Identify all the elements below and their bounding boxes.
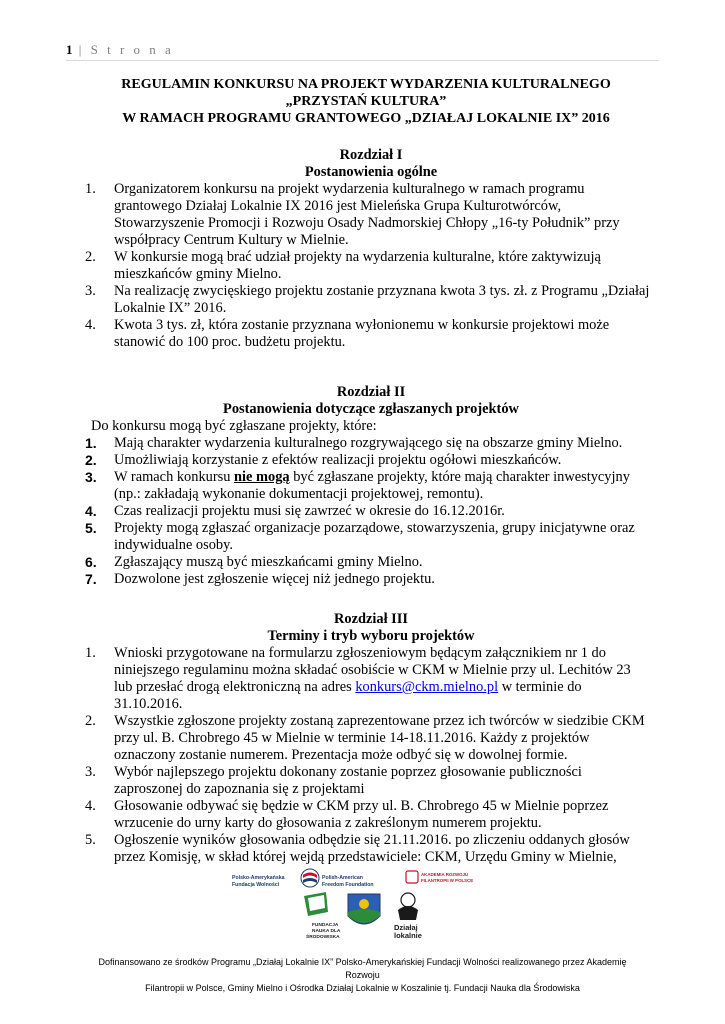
list-item [85,503,651,520]
page-footer [80,956,645,995]
item-number: 3. [85,469,97,485]
paff-text-1: Polish-American [322,875,363,881]
paff-logo [322,875,374,888]
item-text-before: W ramach konkursu [114,469,235,485]
list-item [85,554,651,571]
item-number: 1. [85,435,97,451]
item-text: Wszystkie zgłoszone projekty zostaną zaprezentowane przez ich twórców w siedzibie CKM przy ul. B. Chrobrego 45 w Mielnie w terminie 14-18.11.2016. Każdy z projektów oznaczony zostanie numerem. Prezentacja może odbyć się w dowolnej formie. [114,713,645,763]
list-item [85,317,651,351]
item-number: 7. [85,571,97,587]
item-text: W konkursie mogą brać udział projekty na wydarzenia kulturalne, które zaktywizują mieszkańców gminy Mielno. [114,249,601,282]
item-number: 5. [85,832,96,848]
list-item [85,764,651,798]
arfp-text-2: FILANTROPII W POLSCE [421,878,474,883]
email-link[interactable]: konkurs@ckm.mielno.pl [355,679,499,695]
item-text: Głosowanie odbywać się będzie w CKM przy ul. B. Chrobrego 45 w Mielnie poprzez wrzucenie do urny karty do głosowania z zakreślonym numerem projektu. [114,798,609,831]
title-line-3: W RAMACH PROGRAMU GRANTOWEGO „DZIAŁAJ LOKALNIE IX” 2016 [122,111,610,126]
item-text: Organizatorem konkursu na projekt wydarzenia kulturalnego w ramach programu grantowego Działaj Lokalnie IX 2016 jest Mieleńska Grupa Kulturotwórców, Stowarzyszenie Promocji i Rozwoju Osady Nadmorskiej Chłopy „16-ty Południk” przy współpracy Centrum Kultury w Mielnie. [114,181,620,248]
chapter-1-heading: Rozdział I [339,147,403,163]
fundacja-text-2: NAUKA DLA [312,929,341,934]
header-section-word: S t r o n a [90,42,174,57]
list-item [85,452,651,469]
item-number: 3. [85,764,96,780]
item-text: Dozwolone jest zgłoszenie więcej niż jednego projektu. [114,571,435,587]
list-item [85,283,651,317]
footer-line-1: Dofinansowano ze środków Programu „Działaj Lokalnie IX” Polsko-Amerykańskiej Fundacji Wolności realizowanego przez Akademię Rozwoju [98,957,627,980]
item-number: 2. [85,452,97,468]
document-title [81,76,651,127]
pafw-logo [232,875,285,888]
dl-text-1: Działaj [394,923,418,932]
list-item [85,832,651,866]
item-number: 3. [85,283,96,299]
item-text: Ogłoszenie wyników głosowania odbędzie się 21.11.2016. po zliczeniu oddanych głosów przez Komisję, w skład której wejdą przedstawiciele: CKM, Urzędu Gminy w Mielnie, [114,832,630,865]
header-separator: | [78,42,85,57]
item-number: 4. [85,503,97,519]
list-item [85,645,651,713]
item-number: 2. [85,713,96,729]
fundacja-text-1: FUNDACJA [312,923,339,928]
mielno-coat-of-arms-icon [348,894,380,924]
list-item [85,181,651,249]
page-number: 1 [66,42,73,57]
item-text: Umożliwiają korzystanie z efektów realizacji projektu ogółowi mieszkańców. [114,452,562,468]
item-number: 4. [85,798,96,814]
title-line-1: REGULAMIN KONKURSU NA PROJEKT WYDARZENIA KULTURALNEGO [121,77,611,92]
item-text: Zgłaszający muszą być mieszkańcami gminy Mielno. [114,554,423,570]
chapter-1-subheading: Postanowienia ogólne [304,164,438,180]
list-item [85,713,651,764]
list-item [85,435,651,452]
fundacja-text-3: ŚRODOWISKA [306,935,340,940]
page-header [66,42,174,58]
list-item [85,520,651,554]
chapter-2-list [85,435,651,588]
emphasis-text: nie mogą [234,469,290,485]
footer-line-2: Filantropii w Polsce, Gminy Mielno i Ośrodka Działaj Lokalnie w Koszalinie tj. Fundacji Nauka dla Środowiska [145,983,580,993]
arfp-logo [406,871,473,883]
dl-text-2: lokalnie [394,931,422,940]
flag-emblem-icon [301,869,319,887]
list-item [85,571,651,588]
item-number: 6. [85,554,97,570]
paff-text-2: Freedom Foundation [322,882,374,888]
title-line-2: „PRZYSTAŃ KULTURA” [285,94,447,109]
item-text: Czas realizacji projektu musi się zawrzeć w okresie do 16.12.2016r. [114,503,505,519]
document-body [85,76,651,866]
chapter-3-heading: Rozdział III [334,611,408,627]
pafw-text-2: Fundacja Wolności [232,882,280,888]
header-rule [66,60,659,61]
item-text: Projekty mogą zgłaszać organizacje pozarządowe, stowarzyszenia, grupy inicjatywne oraz indywidualne osoby. [114,520,635,553]
item-text: Na realizację zwycięskiego projektu zostanie przyznana kwota 3 tys. zł. z Programu „Działaj Lokalnie IX” 2016. [114,283,650,316]
list-item [85,469,651,503]
chapter-2-intro: Do konkursu mogą być zgłaszane projekty, które: [91,418,377,434]
item-text-after: być zgłaszane projekty, które mają charakter inwestycyjny (np.: zakładają wykonanie dokumentacji projektowej, remontu). [114,469,630,502]
item-text-after: w terminie do 31.10.2016. [114,679,582,712]
item-text: Kwota 3 tys. zł, która zostanie przyznana wyłonionemu w konkursie projektowi może stanowić do 100 proc. budżetu projektu. [114,317,610,350]
chapter-2-subheading: Postanowienia dotyczące zgłaszanych projektów [223,401,519,417]
item-number: 1. [85,645,96,661]
item-text: Mają charakter wydarzenia kulturalnego rozgrywającego się na obszarze gminy Mielno. [114,435,623,451]
list-item [85,249,651,283]
item-number: 1. [85,181,96,197]
arfp-text-1: AKADEMIA ROZWOJU [421,872,469,877]
list-item [85,798,651,832]
fundacja-nauka-logo [304,892,341,940]
dzialaj-lokalnie-logo [394,893,422,940]
pafw-text-1: Polsko-Amerykańska [232,875,285,881]
chapter-2-heading: Rozdział II [336,384,406,400]
item-text: Wybór najlepszego projektu dokonany zostanie poprzez głosowanie publiczności zaproszonej do zapoznania się z projektami [114,764,582,797]
item-number: 5. [85,520,97,536]
item-number: 4. [85,317,96,333]
item-number: 2. [85,249,96,265]
item-text-before: Wnioski przygotowane na formularzu zgłoszeniowym będącym załącznikiem nr 1 do niniejszego regulaminu można składać osobiście w CKM w Mielnie przy ul. Lechitów 23 lub przesłać drogą elektroniczną na adres [114,645,631,695]
chapter-3-subheading: Terminy i tryb wyboru projektów [267,628,475,644]
chapter-3-list [85,645,651,866]
chapter-1-list [85,181,651,351]
